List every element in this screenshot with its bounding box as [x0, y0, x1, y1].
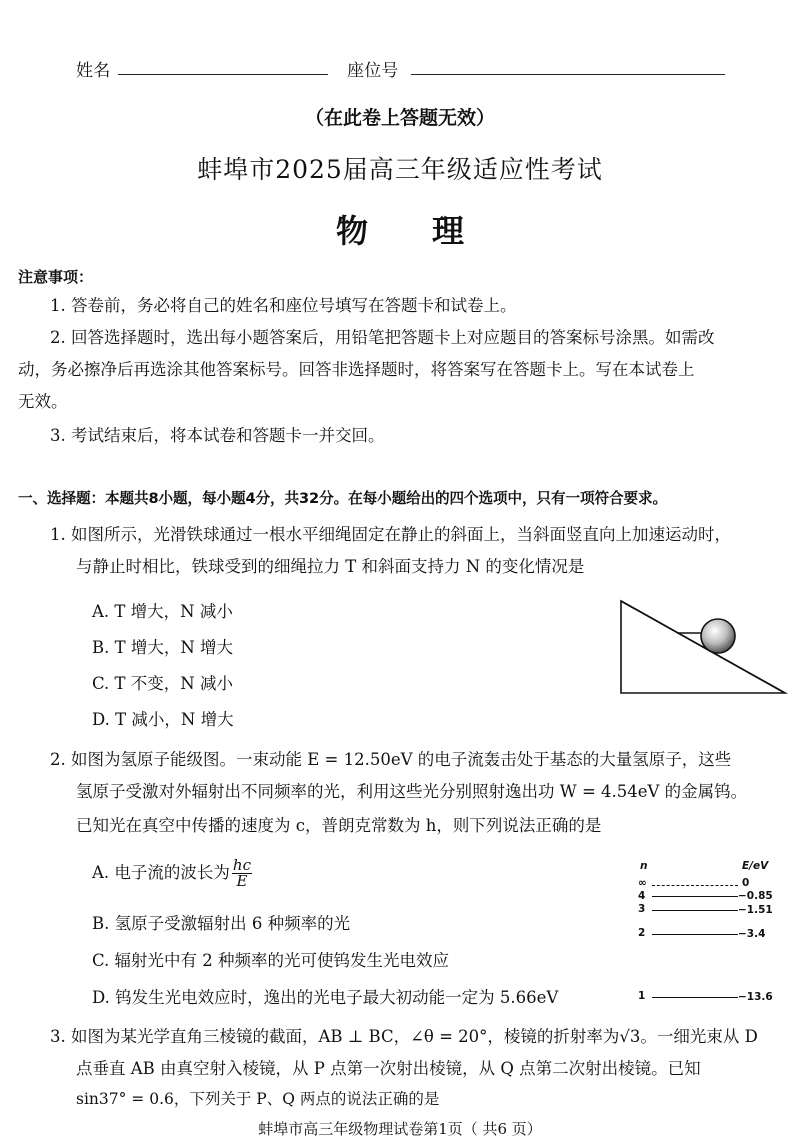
q2-option-a: [92, 858, 252, 889]
instruction-item-3: 3. 考试结束后，将本试卷和答题卡一并交回。: [50, 426, 385, 445]
n-axis-label: n: [640, 860, 648, 872]
q1-option-b: B. T 增大，N 增大: [92, 638, 234, 657]
q1-option-a: A. T 增大，N 减小: [92, 602, 233, 621]
section-heading: 一、选择题：本题共8小题，每小题4分，共32分。在每小题给出的四个选项中，只有一项符合要求。: [18, 490, 667, 507]
q2-option-a-text: A. 电子流的波长为: [92, 863, 230, 882]
q1-stem-line1: 1. 如图所示，光滑铁球通过一根水平细绳固定在静止的斜面上，当斜面竖直向上加速运动时，: [50, 525, 731, 544]
invalid-notice: （在此卷上答题无效）: [304, 107, 495, 129]
level-1-n: 1: [638, 990, 646, 1002]
wavelength-fraction: [232, 858, 252, 889]
instruction-item-2-cont: 动，务必擦净后再选涂其他答案标号。回答非选择题时，将答案写在答题卡上。写在本试卷上: [18, 360, 695, 379]
q1-stem-line2: 与静止时相比，铁球受到的细绳拉力 T 和斜面支持力 N 的变化情况是: [76, 557, 585, 576]
level-inf-e: 0: [742, 877, 750, 889]
level-3-n: 3: [638, 903, 646, 915]
instruction-item-2: 2. 回答选择题时，选出每小题答案后，用铅笔把答题卡上对应题目的答案标号涂黑。如需改: [50, 328, 715, 347]
exam-title: 蚌埠市2025届高三年级适应性考试: [197, 155, 603, 184]
q1-option-d: D. T 减小，N 增大: [92, 710, 234, 729]
level-4-line: [652, 896, 738, 897]
level-3-line: [652, 910, 738, 911]
fraction-denominator: E: [236, 872, 248, 890]
level-3-e: −1.51: [738, 904, 773, 916]
q2-stem-line2: 氢原子受激对外辐射出不同频率的光，利用这些光分别照射逸出功 W = 4.54eV 的金属钨。: [76, 782, 748, 801]
level-inf-n: ∞: [638, 877, 647, 889]
q3-stem-line1: 3. 如图为某光学直角三棱镜的截面，AB ⊥ BC，∠θ = 20°，棱镜的折射率为√3。一细光束从 D: [50, 1027, 758, 1046]
q3-stem-line2: 点垂直 AB 由真空射入棱镜，从 P 点第一次射出棱镜，从 Q 点第二次射出棱镜。已知: [76, 1059, 701, 1078]
q2-option-d: D. 钨发生光电效应时，逸出的光电子最大初动能一定为 5.66eV: [92, 988, 559, 1007]
fraction-numerator: hc: [232, 856, 251, 874]
level-2-n: 2: [638, 927, 646, 939]
instructions-heading: 注意事项：: [18, 268, 94, 286]
level-2-e: −3.4: [738, 928, 766, 940]
iron-ball: [701, 619, 735, 653]
q2-option-c: C. 辐射光中有 2 种频率的光可使钨发生光电效应: [92, 951, 450, 970]
page-footer: 蚌埠市高三年级物理试卷第1页（ 共6 页）: [258, 1120, 542, 1138]
subject-title: 物 理: [335, 212, 464, 250]
q2-option-b: B. 氢原子受激辐射出 6 种频率的光: [92, 914, 351, 933]
incline-slope: [621, 601, 785, 693]
seat-blank: [411, 74, 725, 75]
seat-label: 座位号: [347, 61, 399, 81]
q2-stem-line1: 2. 如图为氢原子能级图。一束动能 E = 12.50eV 的电子流轰击处于基态的大量氢原子，这些: [50, 750, 732, 769]
level-4-e: −0.85: [738, 890, 773, 902]
instruction-item-1: 1. 答卷前，务必将自己的姓名和座位号填写在答题卡和试卷上。: [50, 296, 517, 315]
q1-incline-figure: [615, 595, 790, 697]
energy-axis-label: E/eV: [742, 860, 769, 872]
name-blank: [118, 74, 328, 75]
energy-level-diagram: [628, 858, 788, 1008]
level-inf-line: [652, 885, 738, 886]
level-1-e: −13.6: [738, 991, 773, 1003]
level-4-n: 4: [638, 890, 646, 902]
q2-stem-line3: 已知光在真空中传播的速度为 c，普朗克常数为 h，则下列说法正确的是: [76, 816, 602, 835]
q1-option-c: C. T 不变，N 减小: [92, 674, 233, 693]
level-2-line: [652, 934, 738, 935]
level-1-line: [652, 997, 738, 998]
instruction-item-2-end: 无效。: [18, 392, 68, 411]
name-label: 姓名: [76, 61, 111, 81]
q3-stem-line3: sin37° = 0.6，下列关于 P、Q 两点的说法正确的是: [76, 1090, 440, 1108]
